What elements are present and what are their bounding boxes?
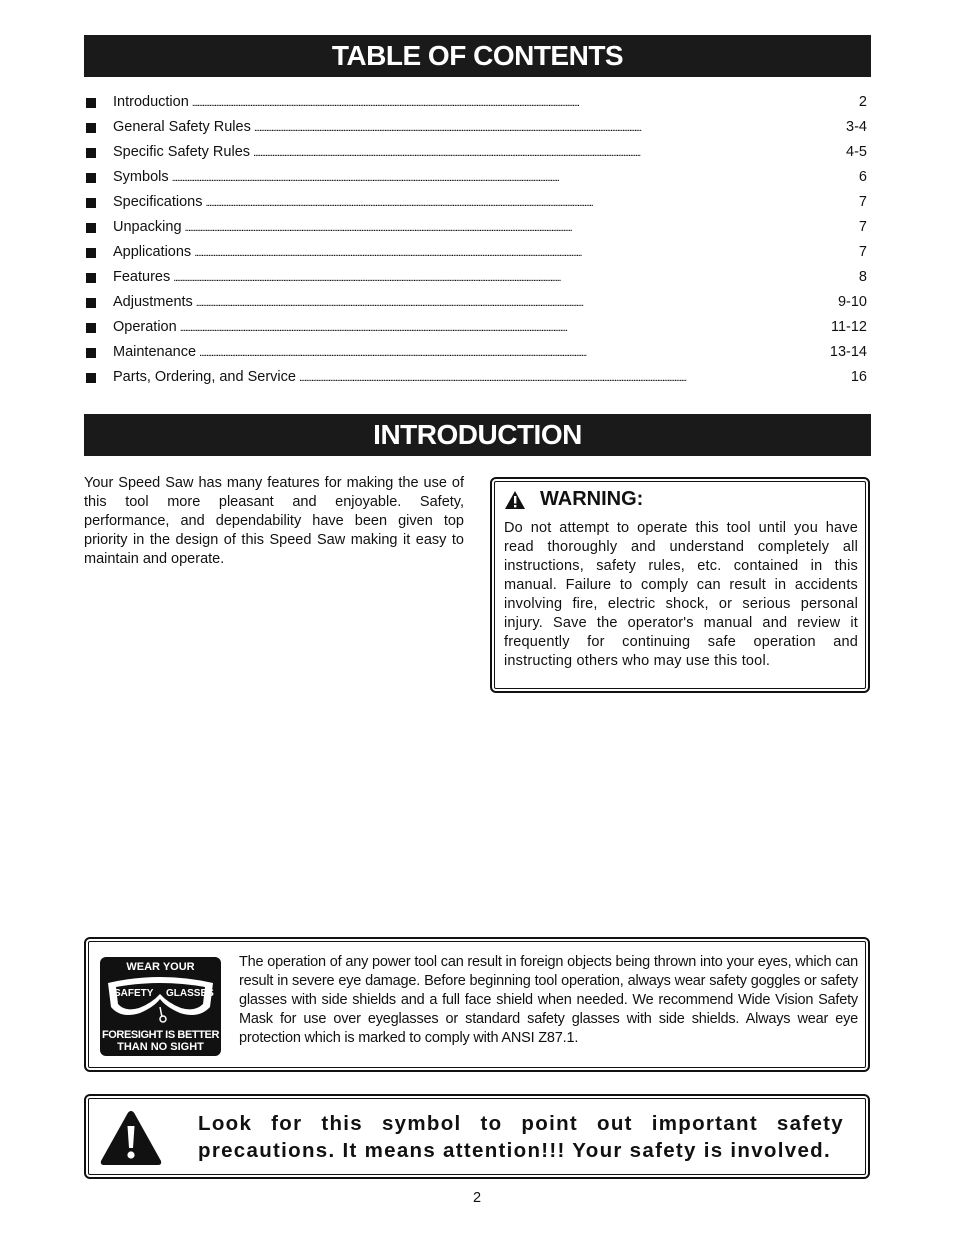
- toc-entry-title: Applications: [113, 244, 192, 260]
- toc-entry: [84, 240, 867, 265]
- warning-label: WARNING:: [540, 488, 644, 510]
- square-bullet-icon: [86, 98, 96, 108]
- toc-entry-title: General Safety Rules: [113, 119, 251, 135]
- toc-entry-page: 4-5: [846, 144, 867, 160]
- toc-entry-title: Maintenance: [113, 344, 197, 360]
- toc-dot-leader: [191, 240, 857, 265]
- toc-dot-leader: [189, 90, 857, 115]
- toc-dot-leader: [202, 190, 856, 215]
- toc-entry-title: Unpacking: [113, 219, 182, 235]
- toc-entry: [84, 215, 867, 240]
- safety-symbol-text: Look for this symbol to point out important safety precautions. It means attention!!! Your safety is involved.: [198, 1112, 844, 1162]
- square-bullet-icon: [86, 348, 96, 358]
- warning-text: Do not attempt to operate this tool until you have read thoroughly and understand completely all instructions, safety rules, etc. contained in this manual. Failure to comply can result in accidents involving fire, electric shock, or serious personal injury. Save the operator's manual and review it frequently for continuing safe operation and instructing others who may use this tool.: [504, 520, 858, 669]
- page-number: 2: [472, 1190, 482, 1206]
- square-bullet-icon: [86, 223, 96, 233]
- toc-entry-title: Operation: [113, 319, 177, 335]
- toc-entry-title: Specifications: [113, 194, 203, 210]
- square-bullet-icon: [86, 173, 96, 183]
- toc-dot-leader: [170, 265, 857, 290]
- introduction-heading: INTRODUCTION: [84, 414, 871, 456]
- toc-dot-leader: [251, 115, 844, 140]
- badge-glasses-text: GLASSES: [166, 988, 214, 999]
- toc-entry-page: 9-10: [837, 294, 867, 310]
- toc-entry-page: 6: [858, 169, 867, 185]
- safety-glasses-box: [84, 937, 870, 1072]
- toc-entry: [84, 190, 867, 215]
- toc-dot-leader: [169, 165, 857, 190]
- toc-entry-page: 7: [858, 244, 867, 260]
- toc-dot-leader: [177, 315, 829, 340]
- introduction-text: Your Speed Saw has many features for making the use of this tool more pleasant and enjoyable. Safety, performance, and dependability have been given top priority in the design of this Speed Saw making it easy to maintain and operate.: [84, 475, 464, 567]
- toc-dot-leader: [193, 290, 836, 315]
- safety-symbol-box: [84, 1094, 870, 1179]
- toc-entry-page: 8: [858, 269, 867, 285]
- warning-header: [504, 488, 858, 511]
- safety-glasses-text: The operation of any power tool can result in foreign objects being thrown into your eyes, which can result in severe eye damage. Before beginning tool operation, always wear safety goggles or safety glasses with side shields and a full face shield when needed. We recommend Wide Vision Safety Mask for use over eyeglasses or standard safety glasses with side shields. Always wear eye protection which is marked to comply with ANSI Z87.1.: [239, 954, 858, 1046]
- toc-entry: [84, 115, 867, 140]
- toc-dot-leader: [196, 340, 828, 365]
- toc-entry: [84, 290, 867, 315]
- toc-entry-title: Symbols: [113, 169, 169, 185]
- toc-entry: [84, 365, 867, 390]
- safety-alert-triangle-icon: [98, 1108, 164, 1168]
- toc-entry-page: 7: [858, 194, 867, 210]
- toc-entry-page: 3-4: [846, 119, 867, 135]
- badge-top-text: WEAR YOUR: [126, 961, 195, 973]
- toc-entry-page: 2: [858, 94, 867, 110]
- square-bullet-icon: [86, 373, 96, 383]
- toc-list: [84, 90, 867, 390]
- toc-dot-leader: [250, 140, 844, 165]
- warning-box: [490, 477, 870, 693]
- warning-triangle-icon: [504, 490, 526, 510]
- toc-dot-leader: [182, 215, 857, 240]
- badge-safety-text: SAFETY: [114, 988, 154, 999]
- square-bullet-icon: [86, 273, 96, 283]
- square-bullet-icon: [86, 323, 96, 333]
- toc-entry: [84, 140, 867, 165]
- square-bullet-icon: [86, 248, 96, 258]
- toc-entry: [84, 265, 867, 290]
- toc-entry: [84, 340, 867, 365]
- toc-entry-title: Features: [113, 269, 171, 285]
- toc-entry-title: Parts, Ordering, and Service: [113, 369, 296, 385]
- toc-dot-leader: [296, 365, 849, 390]
- toc-entry-page: 7: [858, 219, 867, 235]
- toc-entry-title: Adjustments: [113, 294, 193, 310]
- safety-glasses-badge: [100, 957, 221, 1056]
- badge-bottom-text-2: THAN NO SIGHT: [117, 1041, 204, 1053]
- toc-entry-page: 13-14: [829, 344, 867, 360]
- square-bullet-icon: [86, 123, 96, 133]
- square-bullet-icon: [86, 148, 96, 158]
- toc-entry-page: 16: [850, 369, 867, 385]
- square-bullet-icon: [86, 298, 96, 308]
- badge-bottom-text-1: FORESIGHT IS BETTER: [101, 1029, 220, 1041]
- square-bullet-icon: [86, 198, 96, 208]
- toc-entry-title: Introduction: [113, 94, 189, 110]
- toc-heading: TABLE OF CONTENTS: [84, 35, 871, 77]
- toc-entry-page: 11-12: [830, 319, 867, 335]
- toc-entry: [84, 165, 867, 190]
- toc-entry-title: Specific Safety Rules: [113, 144, 251, 160]
- toc-entry: [84, 90, 867, 115]
- toc-entry: [84, 315, 867, 340]
